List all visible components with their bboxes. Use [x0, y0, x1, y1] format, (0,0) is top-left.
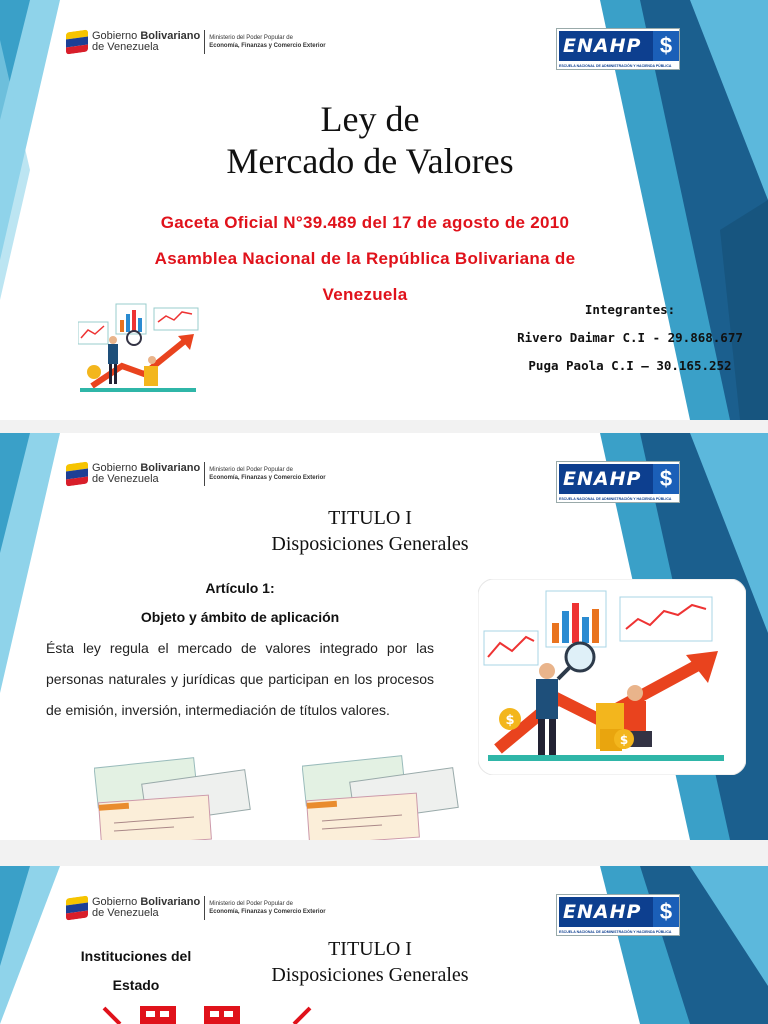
article-body: Ésta ley regula el mercado de valores integrado por las personas naturales y jurídicas que participan en los procesos de emisión, inversión, intermediación de títulos valores. [46, 640, 434, 718]
article-subtitle: Objeto y ámbito de aplicación [140, 609, 340, 625]
title-line1: TITULO I [328, 507, 412, 529]
finance-illustration [478, 579, 746, 775]
logo-divider [204, 896, 205, 920]
gov-name-text: Gobierno [92, 462, 138, 474]
enahp-subtitle: ESCUELA NACIONAL DE ADMINISTRACIÓN Y HACIENDA PÚBLICA [559, 64, 672, 68]
enahp-logo [556, 28, 680, 70]
page-title [160, 98, 580, 182]
side-line2: Estado [112, 977, 160, 993]
dollar-icon: $ [653, 464, 679, 494]
gov-name-text: Gobierno [92, 896, 138, 908]
ministry-line2: Economía, Finanzas y Comercio Exterior [209, 909, 326, 915]
side-line1: Instituciones del [80, 948, 192, 964]
venezuela-flag-icon [66, 895, 88, 920]
title-line2: Mercado de Valores [226, 141, 514, 181]
slide-2 [0, 433, 768, 840]
article-heading: Artículo 1: [205, 580, 275, 596]
title-line1: Ley de [320, 99, 420, 139]
title-line2: Disposiciones Generales [271, 533, 469, 555]
logo-divider [204, 30, 205, 54]
ministry-line1: Ministerio del Poder Popular de [209, 467, 293, 473]
government-logo [66, 892, 326, 924]
ministry-line1: Ministerio del Poder Popular de [209, 35, 293, 41]
gov-name-text: Gobierno [92, 30, 138, 42]
enahp-logo [556, 461, 680, 503]
logo-divider [204, 462, 205, 486]
venezuela-flag-icon [66, 461, 88, 486]
ministry-line2: Economía, Finanzas y Comercio Exterior [209, 43, 326, 49]
section-title [200, 936, 540, 988]
member-2: Puga Paola C.I – 30.165.252 [528, 358, 732, 373]
members-label: Integrantes: [584, 302, 676, 317]
government-logo [66, 26, 326, 58]
gazette-reference: Gaceta Oficial N°39.489 del 17 de agosto de 2010 [160, 213, 570, 232]
finance-illustration [78, 300, 208, 396]
slide-1 [0, 0, 768, 420]
title-line2: Disposiciones Generales [271, 964, 469, 986]
enahp-logo [556, 894, 680, 936]
assembly-line1: Asamblea Nacional de la República Bolivariana de [154, 249, 576, 268]
section-title [200, 505, 540, 557]
side-heading [56, 942, 216, 1000]
dollar-icon: $ [653, 31, 679, 61]
assembly-line2: Venezuela [322, 285, 408, 304]
gov-name-line2: de Venezuela [92, 41, 159, 53]
ministry-line2: Economía, Finanzas y Comercio Exterior [209, 475, 326, 481]
gov-name-bold: Bolivariano [140, 462, 201, 474]
members-block [500, 296, 760, 380]
slide-gap [0, 420, 768, 433]
cheques-illustration [94, 753, 274, 840]
government-logo [66, 458, 326, 490]
enahp-subtitle: ESCUELA NACIONAL DE ADMINISTRACIÓN Y HACIENDA PÚBLICA [559, 497, 672, 501]
enahp-wordmark: ENAHP [559, 464, 653, 494]
slide-3 [0, 866, 768, 1024]
slide-gap [0, 840, 768, 866]
gov-name-bold: Bolivariano [140, 896, 201, 908]
gov-name-line2: de Venezuela [92, 473, 159, 485]
title-line1: TITULO I [328, 938, 412, 960]
institutions-diagram [100, 1002, 320, 1024]
gov-name-bold: Bolivariano [140, 30, 201, 42]
dollar-icon: $ [653, 897, 679, 927]
enahp-wordmark: ENAHP [559, 31, 653, 61]
svg-text:$: $ [505, 713, 515, 728]
gov-name-line2: de Venezuela [92, 907, 159, 919]
ministry-line1: Ministerio del Poder Popular de [209, 901, 293, 907]
enahp-wordmark: ENAHP [559, 897, 653, 927]
svg-text:$: $ [619, 733, 629, 747]
venezuela-flag-icon [66, 29, 88, 54]
enahp-subtitle: ESCUELA NACIONAL DE ADMINISTRACIÓN Y HACIENDA PÚBLICA [559, 930, 672, 934]
cheques-illustration [302, 751, 482, 840]
member-1: Rivero Daimar C.I - 29.868.677 [517, 330, 743, 345]
